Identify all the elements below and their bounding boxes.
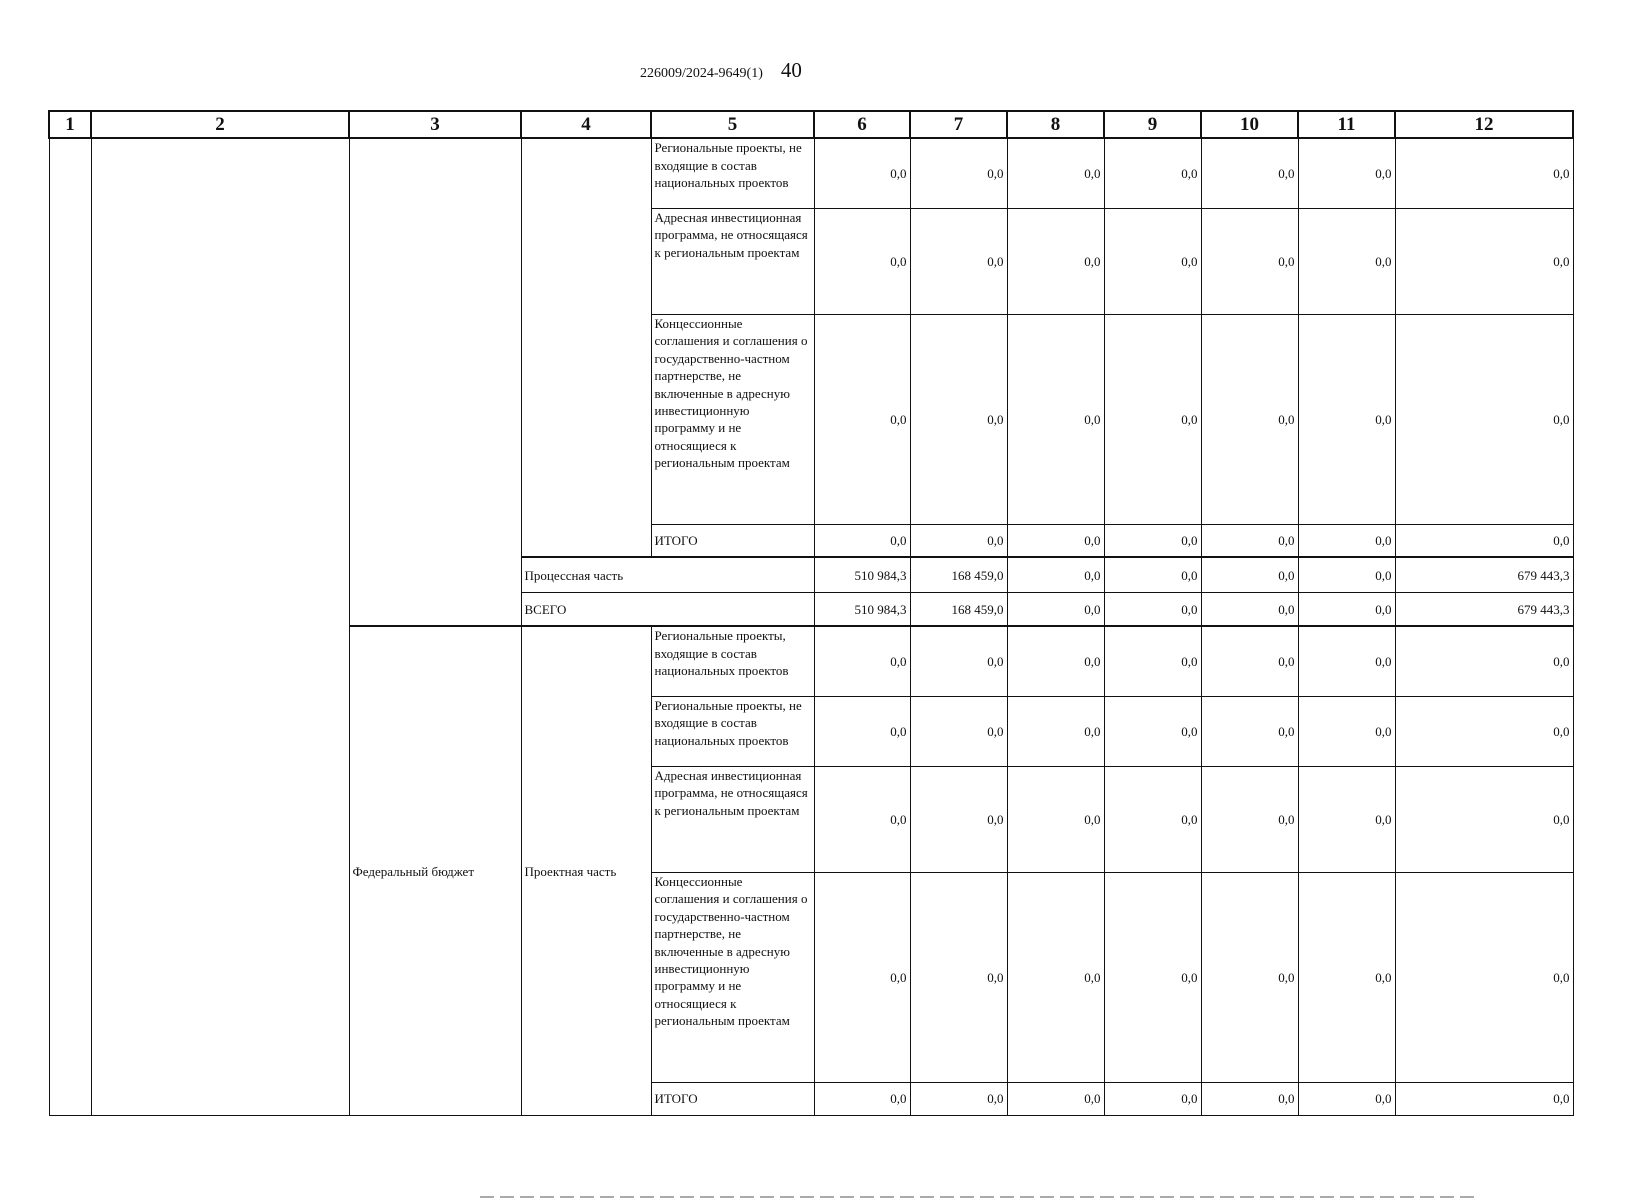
cell-col3-continued — [349, 138, 521, 626]
row-label-regional-not-in: Региональные проекты, не входящие в состав национальных проектов — [651, 138, 814, 208]
value-cell: 0,0 — [814, 138, 910, 208]
column-header: 3 — [349, 111, 521, 138]
value-cell: 0,0 — [1201, 592, 1298, 626]
value-cell: 0,0 — [1298, 1082, 1395, 1115]
cell-col4-continued — [521, 138, 651, 557]
value-cell: 0,0 — [814, 524, 910, 557]
value-cell: 0,0 — [1201, 872, 1298, 1082]
value-cell: 0,0 — [1298, 766, 1395, 872]
row-label-concession: Концессионные соглашения и соглашения о государственно-частном партнерстве, не включенные в адресную инвестиционную программу и не относящиеся к региональным проектам — [651, 314, 814, 524]
value-cell: 0,0 — [814, 208, 910, 314]
column-header: 2 — [91, 111, 349, 138]
value-cell: 0,0 — [1201, 766, 1298, 872]
value-cell: 0,0 — [910, 766, 1007, 872]
column-number-row — [49, 111, 1573, 138]
value-cell: 0,0 — [910, 138, 1007, 208]
row-label-concession: Концессионные соглашения и соглашения о государственно-частном партнерстве, не включенные в адресную инвестиционную программу и не относящиеся к региональным проектам — [651, 872, 814, 1082]
value-cell: 0,0 — [1104, 872, 1201, 1082]
value-cell: 0,0 — [1395, 208, 1573, 314]
row-label-aip: Адресная инвестиционная программа, не относящаяся к региональным проектам — [651, 766, 814, 872]
value-cell: 0,0 — [910, 696, 1007, 766]
value-cell: 0,0 — [910, 872, 1007, 1082]
value-cell: 0,0 — [1395, 138, 1573, 208]
value-cell: 0,0 — [1298, 696, 1395, 766]
value-cell: 0,0 — [1007, 524, 1104, 557]
value-cell: 0,0 — [1201, 1082, 1298, 1115]
value-cell: 0,0 — [910, 1082, 1007, 1115]
table-row — [49, 138, 1573, 208]
value-cell: 0,0 — [1007, 696, 1104, 766]
value-cell: 0,0 — [1298, 872, 1395, 1082]
value-cell: 0,0 — [910, 524, 1007, 557]
scan-artifact-line — [480, 1196, 1480, 1198]
value-cell: 0,0 — [1298, 592, 1395, 626]
value-cell: 0,0 — [1298, 138, 1395, 208]
row-label-federal-budget: Федеральный бюджет — [349, 626, 521, 1115]
column-header: 5 — [651, 111, 814, 138]
value-cell: 0,0 — [1007, 138, 1104, 208]
row-label-aip: Адресная инвестиционная программа, не относящаяся к региональным проектам — [651, 208, 814, 314]
cell-col2 — [91, 138, 349, 1115]
value-cell: 0,0 — [814, 872, 910, 1082]
row-label-regional-not-in: Региональные проекты, не входящие в состав национальных проектов — [651, 696, 814, 766]
row-label-regional-in: Региональные проекты, входящие в состав национальных проектов — [651, 626, 814, 696]
column-header: 11 — [1298, 111, 1395, 138]
value-cell: 0,0 — [1395, 766, 1573, 872]
value-cell: 0,0 — [910, 314, 1007, 524]
value-cell: 0,0 — [1395, 524, 1573, 557]
value-cell: 0,0 — [1104, 138, 1201, 208]
value-cell: 0,0 — [1395, 314, 1573, 524]
value-cell: 0,0 — [1007, 208, 1104, 314]
value-cell: 0,0 — [814, 1082, 910, 1115]
value-cell: 0,0 — [1104, 592, 1201, 626]
value-cell: 0,0 — [1104, 208, 1201, 314]
value-cell: 0,0 — [1395, 696, 1573, 766]
value-cell: 0,0 — [1201, 696, 1298, 766]
value-cell: 0,0 — [814, 626, 910, 696]
value-cell: 679 443,3 — [1395, 557, 1573, 592]
value-cell: 0,0 — [910, 208, 1007, 314]
column-header: 12 — [1395, 111, 1573, 138]
page-number: 40 — [780, 58, 802, 82]
column-header: 1 — [49, 111, 91, 138]
value-cell: 0,0 — [1201, 524, 1298, 557]
value-cell: 0,0 — [1298, 524, 1395, 557]
value-cell: 0,0 — [1007, 314, 1104, 524]
value-cell: 0,0 — [1104, 314, 1201, 524]
column-header: 10 — [1201, 111, 1298, 138]
value-cell: 0,0 — [1007, 626, 1104, 696]
column-header: 8 — [1007, 111, 1104, 138]
value-cell: 0,0 — [1201, 557, 1298, 592]
value-cell: 0,0 — [1104, 557, 1201, 592]
value-cell: 510 984,3 — [814, 557, 910, 592]
document-header — [640, 58, 802, 83]
row-label-vsego: ВСЕГО — [521, 592, 814, 626]
value-cell: 0,0 — [1104, 524, 1201, 557]
value-cell: 679 443,3 — [1395, 592, 1573, 626]
value-cell: 0,0 — [1104, 1082, 1201, 1115]
cell-col1 — [49, 138, 91, 1115]
value-cell: 0,0 — [1007, 1082, 1104, 1115]
value-cell: 0,0 — [1007, 592, 1104, 626]
column-header: 7 — [910, 111, 1007, 138]
column-header: 4 — [521, 111, 651, 138]
row-label-itogo: ИТОГО — [651, 524, 814, 557]
value-cell: 0,0 — [910, 626, 1007, 696]
value-cell: 0,0 — [814, 696, 910, 766]
value-cell: 168 459,0 — [910, 557, 1007, 592]
value-cell: 0,0 — [1007, 557, 1104, 592]
value-cell: 0,0 — [814, 766, 910, 872]
value-cell: 0,0 — [1395, 626, 1573, 696]
value-cell: 0,0 — [1298, 557, 1395, 592]
value-cell: 510 984,3 — [814, 592, 910, 626]
row-label-itogo: ИТОГО — [651, 1082, 814, 1115]
row-label-process-part: Процессная часть — [521, 557, 814, 592]
value-cell: 0,0 — [1395, 872, 1573, 1082]
value-cell: 0,0 — [1298, 314, 1395, 524]
value-cell: 0,0 — [1201, 208, 1298, 314]
column-header: 6 — [814, 111, 910, 138]
value-cell: 0,0 — [1104, 766, 1201, 872]
column-header: 9 — [1104, 111, 1201, 138]
value-cell: 0,0 — [1201, 138, 1298, 208]
value-cell: 0,0 — [1104, 626, 1201, 696]
value-cell: 0,0 — [1007, 766, 1104, 872]
value-cell: 0,0 — [1298, 208, 1395, 314]
value-cell: 0,0 — [1395, 1082, 1573, 1115]
value-cell: 168 459,0 — [910, 592, 1007, 626]
value-cell: 0,0 — [1201, 626, 1298, 696]
budget-table — [48, 110, 1574, 1116]
document-registration-number: 226009/2024-9649(1) — [640, 66, 763, 81]
value-cell: 0,0 — [814, 314, 910, 524]
row-label-project-part: Проектная часть — [521, 626, 651, 1115]
value-cell: 0,0 — [1104, 696, 1201, 766]
value-cell: 0,0 — [1007, 872, 1104, 1082]
value-cell: 0,0 — [1298, 626, 1395, 696]
value-cell: 0,0 — [1201, 314, 1298, 524]
